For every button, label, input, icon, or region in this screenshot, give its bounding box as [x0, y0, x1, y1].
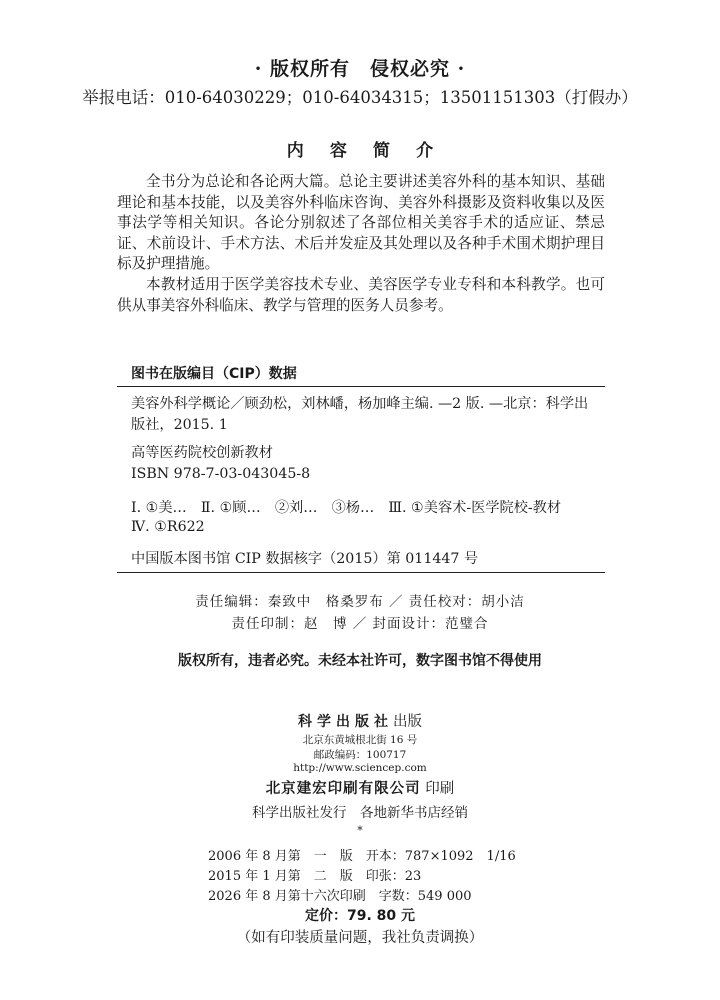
intro-heading-char: 介: [416, 141, 434, 161]
publisher-address: 北京东黄城根北街 16 号: [302, 734, 418, 746]
rights-notice: 版权所有，违者必究。未经本社许可，数字图书馆不得使用: [178, 653, 542, 669]
printer-name: 北京建宏印刷有限公司: [265, 780, 421, 797]
intro-heading-char: 内: [286, 141, 304, 161]
publisher-url: http://www.sciencep.com: [293, 762, 427, 774]
staff-editors: 责任编辑：秦致中 格桑罗布 ／ 责任校对：胡小洁: [195, 594, 525, 610]
edition-line: 2015 年 1 月第 二 版 印张：23: [208, 869, 422, 884]
intro-paragraph: 全书分为总论和各论两大篇。总论主要讲述美容外科的基本知识、基础理论和基本技能，以及美容外科临床咨询、美容外科摄影及资料收集以及医事法学等相关知识。各论分别叙述了各部位相关美容手术的适应证、禁忌证、术前设计、手术方法、术后并发症及其处理以及各种手术围术期护理目标及护理措施。: [117, 173, 605, 272]
intro-heading-char: 简: [373, 141, 391, 161]
publisher-suffix: 出版: [393, 714, 422, 730]
printer-line: [0, 777, 720, 798]
cip-top-rule: [117, 386, 605, 387]
publisher-line: [0, 710, 720, 731]
cip-classification: Ⅰ. ①美… Ⅱ. ①顾… ②刘… ③杨… Ⅲ. ①美容术-医学院校-教材: [131, 500, 562, 516]
cip-heading: 图书在版编目（CIP）数据: [131, 366, 297, 382]
intro-paragraph: 本教材适用于医学美容技术专业、美容医学专业专科和本科教学。也可供从事美容外科临床、教学与管理的医务人员参考。: [117, 276, 605, 314]
cip-series: 高等医药院校创新教材: [131, 445, 273, 461]
cip-record-number: 中国版本图书馆 CIP 数据核字（2015）第 011447 号: [131, 551, 479, 567]
separator-star: *: [357, 824, 363, 837]
edition-line: 2006 年 8 月第 一 版 开本：787×1092 1/16: [208, 849, 516, 864]
staff-production: 责任印制：赵 博 ／ 封面设计：范璧合: [231, 616, 489, 632]
edition-line: 2026 年 8 月第十六次印刷 字数：549 000: [208, 889, 472, 904]
intro-heading-char: 容: [329, 141, 347, 161]
cip-description: 美容外科学概论／顾劲松，刘林嶓，杨加峰主编. —2 版. —北京：科学出版社，2015. 1: [131, 396, 589, 433]
printer-suffix: 印刷: [425, 781, 455, 797]
publisher-postcode: 邮政编码：100717: [313, 749, 407, 761]
intro-heading: [0, 136, 720, 161]
price: 定价：79. 80 元: [304, 908, 416, 924]
cip-bottom-rule: [117, 572, 605, 573]
distribution: 科学出版社发行 各地新华书店经销: [252, 805, 468, 821]
report-phone: 举报电话：010-64030229；010-64034315；13501151303（打假办）: [82, 88, 638, 107]
cip-classification: Ⅳ. ①R622: [131, 519, 205, 535]
cip-isbn: ISBN 978-7-03-043045-8: [131, 466, 311, 482]
quality-notice: （如有印装质量问题，我社负责调换）: [236, 930, 484, 946]
publisher-name: 科学出版社: [298, 714, 393, 730]
copyright-title: · 版权所有 侵权必究 ·: [254, 58, 466, 80]
